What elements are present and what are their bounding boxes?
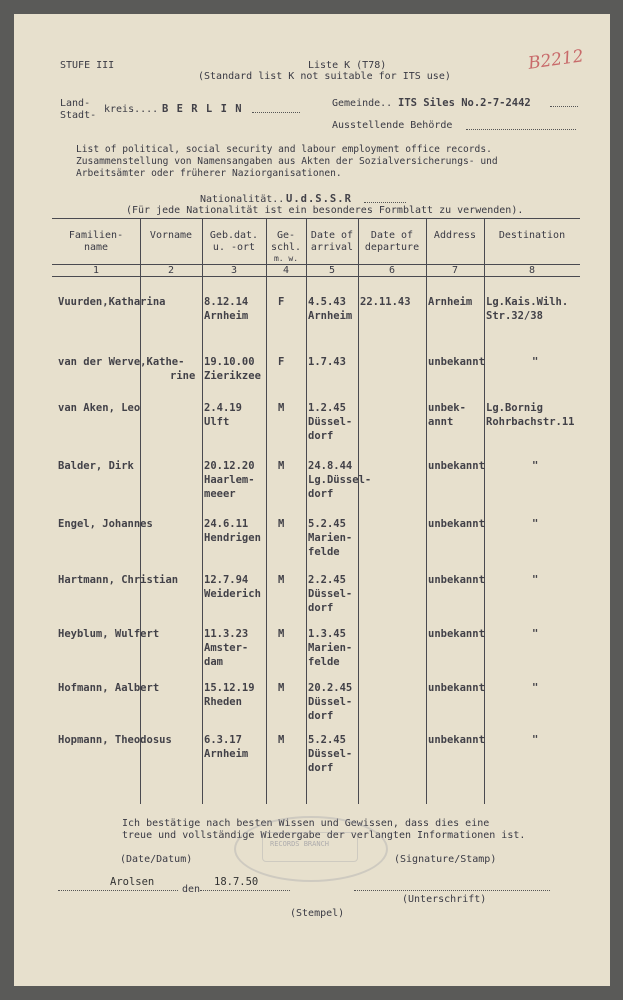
column-header: Vorname xyxy=(149,230,193,241)
handwritten-reference: B2212 xyxy=(526,46,585,74)
cell-dest1: Lg.Kais.Wilh. xyxy=(486,296,569,308)
cell-dob2: Arnheim xyxy=(204,748,249,760)
cell-sex: F xyxy=(278,296,285,308)
intro-line-3: Arbeitsämter oder früherer Naziorganisationen. xyxy=(76,168,342,179)
cell-sex: F xyxy=(278,356,285,368)
cell-name: Hartmann, Christian xyxy=(58,574,179,586)
column-header-line3: m. w. xyxy=(273,254,299,263)
table-row xyxy=(52,572,580,573)
cell-dob1: 11.3.23 xyxy=(204,628,249,640)
cell-dob2: Rheden xyxy=(204,696,242,708)
column-header: Destination xyxy=(498,230,566,241)
column-divider xyxy=(484,218,485,804)
table-row xyxy=(52,680,580,681)
kreis-dotline xyxy=(252,112,300,113)
document-page xyxy=(14,14,610,986)
cell-dest1: " xyxy=(532,518,539,530)
confirmation-line-1: Ich bestätige nach besten Wissen und Gewissen, dass dies eine xyxy=(122,818,490,829)
nationality-value: U.d.S.S.R xyxy=(286,193,352,205)
cell-dob2: Ulft xyxy=(204,416,230,428)
cell-sex: M xyxy=(278,518,285,530)
behoerde-label: Ausstellende Behörde xyxy=(332,120,453,131)
cell-dob3: meeer xyxy=(204,488,236,500)
land-label: Land- xyxy=(60,98,91,109)
intro-line-1: List of political, social security and labour employment office records. xyxy=(76,144,492,155)
cell-arr2: Düssel- xyxy=(308,588,353,600)
column-number: 2 xyxy=(167,265,175,276)
cell-dob1: 12.7.94 xyxy=(204,574,249,586)
cell-dest2: Rohrbachstr.11 xyxy=(486,416,575,428)
date-dotline xyxy=(200,890,290,891)
cell-arr3: dorf xyxy=(308,710,334,722)
cell-arr2: Düssel- xyxy=(308,748,353,760)
stempel-label: (Stempel) xyxy=(290,908,345,919)
cell-dest1: Lg.Bornig xyxy=(486,402,543,414)
cell-dest1: " xyxy=(532,628,539,640)
unterschrift-label: (Unterschrift) xyxy=(402,894,487,905)
cell-dest1: " xyxy=(532,460,539,472)
gemeinde-value: ITS Siles No.2-7-2442 xyxy=(398,97,531,109)
cell-arr1: 2.2.45 xyxy=(308,574,346,586)
liste-label: Liste K (T78) xyxy=(308,60,387,71)
cell-dest1: " xyxy=(532,574,539,586)
den-label: den xyxy=(182,884,201,895)
cell-addr1: unbekannt xyxy=(428,628,485,640)
cell-dob2: Zierikzee xyxy=(204,370,261,382)
cell-arr3: dorf xyxy=(308,488,334,500)
cell-arr3: felde xyxy=(308,656,340,668)
cell-arr2: Arnheim xyxy=(308,310,353,322)
cell-name: Vuurden,Katharina xyxy=(58,296,166,308)
cell-arr3: dorf xyxy=(308,762,334,774)
kreis-value: B E R L I N xyxy=(162,103,243,115)
cell-dob1: 6.3.17 xyxy=(204,734,242,746)
column-divider xyxy=(306,218,307,804)
table-row xyxy=(52,354,580,355)
table-row xyxy=(52,400,580,401)
column-header: Familien- xyxy=(68,230,124,241)
cell-arr1: 1.3.45 xyxy=(308,628,346,640)
cell-dob1: 15.12.19 xyxy=(204,682,255,694)
column-number: 3 xyxy=(230,265,238,276)
cell-name: van Aken, Leo xyxy=(58,402,141,414)
cell-dob2: Hendrigen xyxy=(204,532,261,544)
cell-name: Engel, Johannes xyxy=(58,518,153,530)
signature-label: (Signature/Stamp) xyxy=(394,854,497,865)
standard-note: (Standard list K not suitable for ITS use) xyxy=(198,71,451,82)
cell-addr1: unbekannt xyxy=(428,356,485,368)
cell-arr3: dorf xyxy=(308,602,334,614)
cell-sex: M xyxy=(278,628,285,640)
cell-name: Hofmann, Aalbert xyxy=(58,682,160,694)
column-divider xyxy=(426,218,427,804)
stufe-label: STUFE III xyxy=(60,60,115,71)
table-row xyxy=(52,458,580,459)
column-header-line2: arrival xyxy=(310,242,354,253)
table-row xyxy=(52,626,580,627)
cell-dob1: 2.4.19 xyxy=(204,402,242,414)
cell-dest2: Str.32/38 xyxy=(486,310,543,322)
cell-dob3: dam xyxy=(204,656,223,668)
cell-name2: rine xyxy=(170,370,196,382)
cell-name: Heyblum, Wulfert xyxy=(58,628,160,640)
behoerde-dotline xyxy=(466,129,576,130)
table-top-rule xyxy=(52,218,580,219)
intro-line-2: Zusammenstellung von Namensangaben aus Akten der Sozialversicherungs- und xyxy=(76,156,498,167)
cell-arr1: 20.2.45 xyxy=(308,682,353,694)
cell-addr1: unbekannt xyxy=(428,734,485,746)
cell-addr1: Arnheim xyxy=(428,296,473,308)
stadt-label: Stadt- xyxy=(60,110,97,121)
table-row xyxy=(52,516,580,517)
cell-name: Hopmann, Theodosus xyxy=(58,734,172,746)
cell-dest1: " xyxy=(532,734,539,746)
cell-arr2: Düssel- xyxy=(308,696,353,708)
place-value: Arolsen xyxy=(110,876,155,888)
column-header: Date of xyxy=(310,230,354,241)
confirmation-line-2: treue und vollständige Wiedergabe der verlangten Informationen ist. xyxy=(122,830,526,841)
column-header-line2: u. -ort xyxy=(212,242,256,253)
column-number: 4 xyxy=(282,265,290,276)
cell-dest1: " xyxy=(532,356,539,368)
cell-dob2: Arnheim xyxy=(204,310,249,322)
gemeinde-dotline xyxy=(550,106,578,107)
cell-arr1: 1.7.43 xyxy=(308,356,346,368)
gemeinde-label: Gemeinde.. xyxy=(332,98,393,109)
cell-addr1: unbekannt xyxy=(428,682,485,694)
column-header: Geb.dat. xyxy=(209,230,259,241)
cell-dob2: Haarlem- xyxy=(204,474,255,486)
cell-sex: M xyxy=(278,402,285,414)
date-value: 18.7.50 xyxy=(214,876,259,888)
column-divider xyxy=(358,218,359,804)
records-branch-stamp: RECORDS BRANCH xyxy=(234,816,388,882)
column-header-line2: schl. xyxy=(270,242,302,253)
cell-dob1: 24.6.11 xyxy=(204,518,249,530)
cell-arr2: Lg.Düssel- xyxy=(308,474,372,486)
cell-dob1: 8.12.14 xyxy=(204,296,249,308)
cell-sex: M xyxy=(278,574,285,586)
column-header-line2: name xyxy=(83,242,109,253)
cell-dep: 22.11.43 xyxy=(360,296,411,308)
nationality-note: (Für jede Nationalität ist ein besonderes Formblatt zu verwenden). xyxy=(126,205,524,216)
cell-addr1: unbekannt xyxy=(428,518,485,530)
date-label: (Date/Datum) xyxy=(120,854,193,865)
cell-name: Balder, Dirk xyxy=(58,460,134,472)
cell-sex: M xyxy=(278,734,285,746)
table-row xyxy=(52,294,580,295)
column-divider xyxy=(266,218,267,804)
cell-arr2: Marien- xyxy=(308,532,353,544)
cell-sex: M xyxy=(278,682,285,694)
nationality-label: Nationalität.. xyxy=(200,194,285,205)
cell-name: van der Werve,Kathe- xyxy=(58,356,185,368)
column-header: Address xyxy=(433,230,477,241)
cell-arr3: felde xyxy=(308,546,340,558)
column-number: 1 xyxy=(92,265,100,276)
column-header-line2: departure xyxy=(364,242,420,253)
column-number: 7 xyxy=(451,265,459,276)
table-row xyxy=(52,732,580,733)
column-header: Ge- xyxy=(276,230,296,241)
place-dotline xyxy=(58,890,178,891)
cell-arr1: 1.2.45 xyxy=(308,402,346,414)
cell-arr1: 5.2.45 xyxy=(308,518,346,530)
cell-sex: M xyxy=(278,460,285,472)
cell-arr3: dorf xyxy=(308,430,334,442)
cell-dest1: " xyxy=(532,682,539,694)
cell-addr1: unbekannt xyxy=(428,574,485,586)
column-number: 6 xyxy=(388,265,396,276)
cell-dob1: 19.10.00 xyxy=(204,356,255,368)
kreis-label: kreis.... xyxy=(104,104,159,115)
cell-arr1: 24.8.44 xyxy=(308,460,353,472)
cell-dob2: Weiderich xyxy=(204,588,261,600)
column-number: 5 xyxy=(328,265,336,276)
cell-addr2: annt xyxy=(428,416,454,428)
column-header: Date of xyxy=(370,230,414,241)
cell-arr1: 4.5.43 xyxy=(308,296,346,308)
cell-arr2: Düssel- xyxy=(308,416,353,428)
cell-arr2: Marien- xyxy=(308,642,353,654)
cell-dob2: Amster- xyxy=(204,642,249,654)
cell-addr1: unbek- xyxy=(428,402,466,414)
signature-dotline xyxy=(354,890,550,891)
cell-addr1: unbekannt xyxy=(428,460,485,472)
column-divider xyxy=(202,218,203,804)
cell-arr1: 5.2.45 xyxy=(308,734,346,746)
column-number: 8 xyxy=(528,265,536,276)
nationality-dotline xyxy=(364,202,406,203)
cell-dob1: 20.12.20 xyxy=(204,460,255,472)
